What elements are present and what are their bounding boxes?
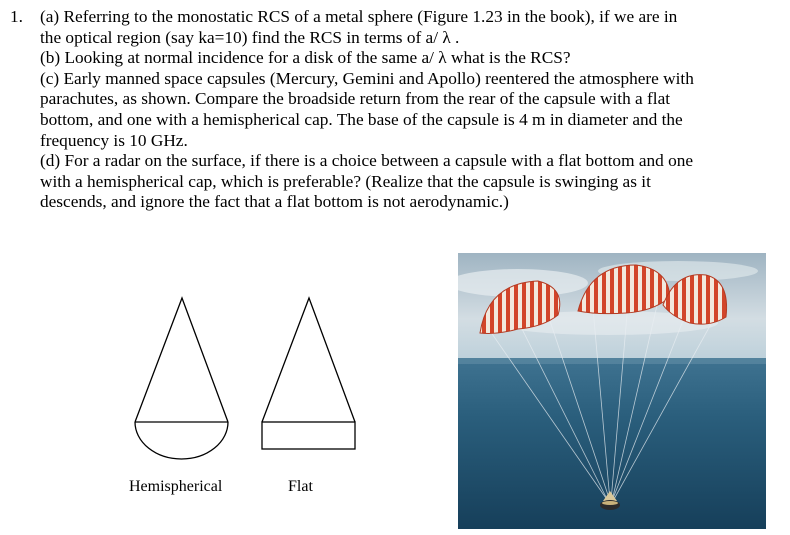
flat-cone [262,298,355,422]
problem-number: 1. [10,7,23,26]
problem-body [40,7,780,213]
parachute-photo [458,253,766,529]
text-line: parachutes, as shown. Compare the broadside return from the rear of the capsule with a flat [40,89,671,109]
text-line: frequency is 10 GHz. [40,130,188,150]
flat-label: Flat [288,478,313,495]
parachute-photo-image [458,253,766,529]
hemispherical-cone [135,298,228,422]
hemispherical-capsule [135,298,228,459]
hemispherical-cap [135,422,228,459]
capsule-diagram [120,285,380,510]
text-line: (a) Referring to the monostatic RCS of a metal sphere (Figure 1.23 in the book), if we are in [40,7,678,26]
flat-base [262,422,355,449]
text-line: descends, and ignore the fact that a flat bottom is not aerodynamic.) [40,192,509,212]
text-line: bottom, and one with a hemispherical cap. The base of the capsule is 4 m in diameter and the [40,109,683,129]
problem-text [10,7,780,213]
text-line: the optical region (say ka=10) find the RCS in terms of a/ λ . [40,27,460,47]
text-line: with a hemispherical cap, which is preferable? (Realize that the capsule is swinging as it [40,171,651,191]
capsule-shapes [120,285,380,475]
flat-capsule [262,298,355,449]
text-line: (d) For a radar on the surface, if there is a choice between a capsule with a flat bottom and one [40,151,694,171]
text-line: (c) Early manned space capsules (Mercury, Gemini and Apollo) reentered the atmosphere with [40,68,694,88]
hemispherical-label: Hemispherical [129,478,223,495]
text-line: (b) Looking at normal incidence for a disk of the same a/ λ what is the RCS? [40,48,571,68]
